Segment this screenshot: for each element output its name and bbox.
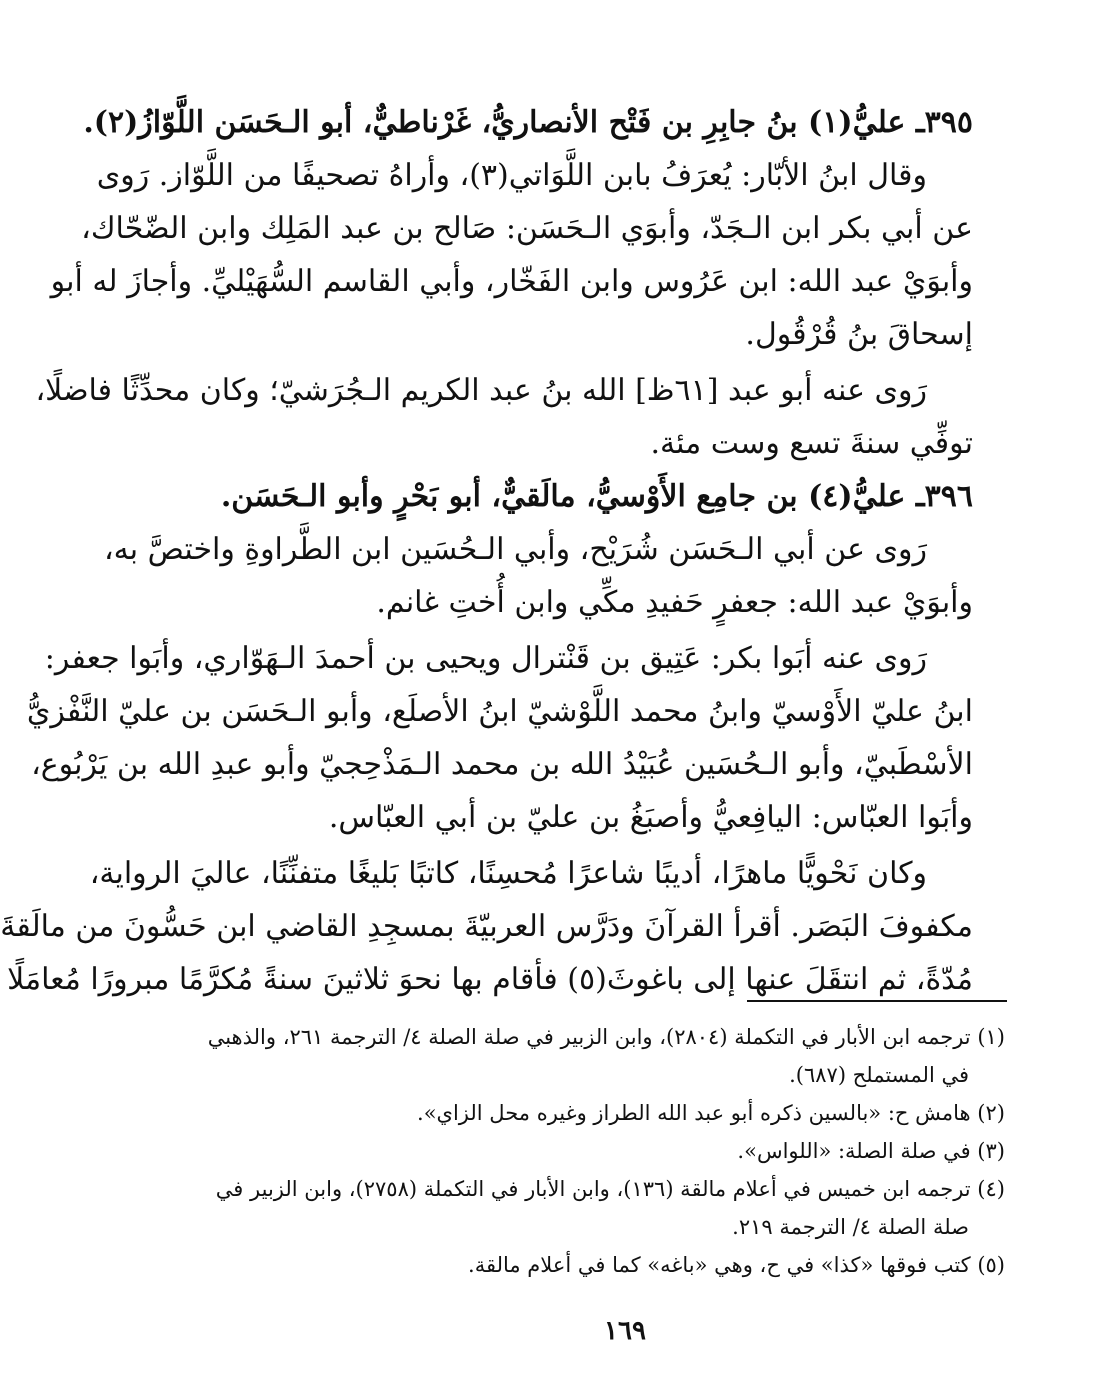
footnote-line: (٣) في صلة الصلة: «اللواس». bbox=[737, 1139, 1005, 1163]
footnote-line: (٢) هامش ح: «بالسين ذكره أبو عبد الله الطراز وغيره محل الزاي». bbox=[417, 1101, 1005, 1125]
entry-396 bbox=[0, 470, 973, 1006]
text-line: ابنُ عليّ الأَوْسيّ وابنُ محمد اللَّوْشيّ ابنُ الأصلَع، وأبو الـحَسَن بن عليّ النَّفْزيُّ bbox=[26, 694, 973, 729]
text-line: وأبوَيْ عبد الله: ابن عَرُوس وابن الفَخّار، وأبي القاسم السُّهَيْليِّ. وأجازَ له أبو bbox=[50, 264, 973, 299]
entry-heading: ٣٩٦ـ عليُّ(٤) بن جامِع الأَوْسيُّ، مالَقيٌّ، أبو بَحْرٍ وأبو الـحَسَن. bbox=[220, 479, 973, 514]
text-line: إسحاقَ بنُ قُرْقُول. bbox=[745, 317, 973, 352]
main-text bbox=[0, 96, 973, 1006]
page-number: ١٦٩ bbox=[604, 1316, 646, 1346]
text-line: وقال ابنُ الأبّار: يُعرَفُ بابن اللَّوَاتي(٣)، وأراهُ تصحيفًا من اللَّوّاز. رَوى bbox=[96, 158, 927, 193]
text-line: رَوى عن أبي الـحَسَن شُرَيْح، وأبي الـحُسَين ابن الطَّراوةِ واختصَّ به، bbox=[103, 532, 927, 567]
footnote-line: في المستملح (٦٨٧). bbox=[789, 1063, 969, 1087]
text-line: عن أبي بكر ابن الـجَدّ، وأبوَي الـحَسَن: صَالح بن عبد المَلِك وابن الضّحّاك، bbox=[81, 211, 973, 246]
text-line: توفِّي سنةَ تسع وست مئة. bbox=[650, 426, 973, 461]
entry-395 bbox=[35, 96, 973, 470]
text-line: مُدّةً، ثم انتقَلَ عنها إلى باغوثَ(٥) فأقام بها نحوَ ثلاثينَ سنةً مُكرَّمًا مبرورًا مُعامَلًا bbox=[7, 962, 973, 997]
text-line: وأبوَيْ عبد الله: جعفرٍ حَفيدِ مكِّي وابن أُختِ غانم. bbox=[376, 585, 973, 620]
footnote-line: صلة الصلة ٤/ الترجمة ٢١٩. bbox=[732, 1215, 969, 1239]
footnote-line: (١) ترجمه ابن الأبار في التكملة (٢٨٠٤)، وابن الزبير في صلة الصلة ٤/ الترجمة ٢٦١، والذهبي bbox=[207, 1025, 1005, 1049]
footnotes bbox=[207, 1018, 1005, 1284]
text-line: وأبَوا العبّاس: اليافِعيُّ وأصبَغُ بن عليّ بن أبي العبّاس. bbox=[328, 800, 973, 835]
text-line: الأسْطَبيّ، وأبو الـحُسَين عُبَيْدُ الله بن محمد الـمَذْحِجيّ وأبو عبدِ الله بن يَرْبُوع، bbox=[31, 747, 973, 782]
text-line: وكان نَحْويًّا ماهرًا، أديبًا شاعرًا مُحسِنًا، كاتبًا بَليغًا متفنِّنًا، عاليَ الرواية، bbox=[89, 856, 927, 891]
text-line: رَوى عنه أبَوا بكر: عَتِيق بن قَنْترال ويحيى بن أحمدَ الـهَوّاري، وأبَوا جعفر: bbox=[44, 641, 927, 676]
footnote-separator bbox=[747, 1000, 1007, 1002]
entry-heading: ٣٩٥ـ عليُّ(١) بنُ جابِرِ بن فَتْح الأنصاريُّ، غَرْناطيٌّ، أبو الـحَسَن اللَّوّازُ(٢). bbox=[83, 105, 973, 140]
text-line: رَوى عنه أبو عبد [٦١ظ] الله بنُ عبد الكريم الـجُرَشيّ؛ وكان محدِّثًا فاضلًا، bbox=[35, 373, 927, 408]
footnote-line: (٤) ترجمه ابن خميس في أعلام مالقة (١٣٦)، وابن الأبار في التكملة (٢٧٥٨)، وابن الزبير في bbox=[215, 1177, 1005, 1201]
text-line: مكفوفَ البَصَر. أقرأ القرآنَ ودَرَّس العربيّةَ بمسجِدِ القاضي ابن حَسُّونَ من مالَقةَ bbox=[0, 909, 973, 944]
footnote-line: (٥) كتب فوقها «كذا» في ح، وهي «باغه» كما في أعلام مالقة. bbox=[468, 1253, 1005, 1277]
